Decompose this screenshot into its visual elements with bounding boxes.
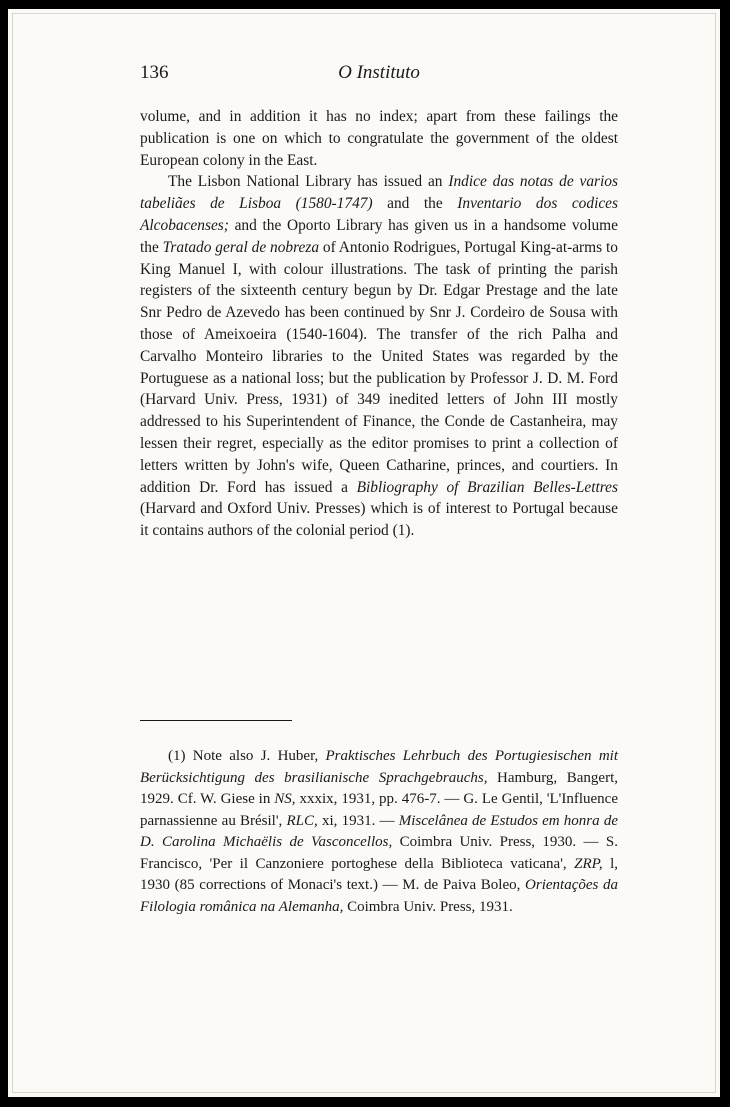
title-tratado-geral: Tratado geral de nobreza [162, 238, 320, 256]
journal-ns: NS, [274, 791, 296, 807]
text-run: xi, 1931. — [317, 812, 399, 829]
text-run: Coimbra Univ. Press, 1931. [343, 898, 513, 915]
body-text [140, 106, 618, 542]
text-run: l, 1930 (85 corrections of Monaci's text.) — M. de Paiva Boleo, [140, 855, 618, 893]
page-header [140, 62, 618, 90]
footnote [140, 746, 618, 918]
title-praktisches-lehrbuch: Praktisches Lehrbuch des Portugiesischen mit Berücksichtigung des brasilianische Sprachgebrauchs, [140, 748, 618, 786]
paragraph-1: volume, and in addition it has no index; apart from these failings the publication is one on which to congratulate the government of the oldest European colony in the East. [140, 108, 618, 169]
running-title: O Instituto [338, 62, 420, 83]
text-run: (Harvard and Oxford Univ. Presses) which is of interest to Portugal because it contains authors of the colonial period (1). [140, 500, 618, 540]
text-run: The Lisbon National Library has issued an [168, 173, 449, 191]
page-number: 136 [140, 62, 169, 83]
title-bibliography-brazilian: Bibliography of Brazilian Belles-Lettres [356, 478, 618, 496]
title-orientacoes: Orientações da Filologia românica na Alemanha, [140, 877, 618, 915]
text-run: xxxix, 1931, pp. 476-7. — G. Le Gentil, 'L'Influence parnassienne au Brésil', [140, 791, 618, 829]
journal-zrp: ZRP, [574, 855, 603, 872]
title-indice-das-notas: Indice das notas de varios tabeliães de Lisboa (1580-1747) [140, 173, 618, 213]
text-run: and the Oporto Library has given us in a handsome volume the [140, 216, 618, 256]
journal-rlc: RLC, [286, 812, 318, 829]
text-run: and the [372, 195, 458, 213]
footnote-separator [140, 720, 292, 721]
text-run: Hamburg, Bangert, 1929. Cf. W. Giese in [140, 769, 618, 807]
text-run: of Antonio Rodrigues, Portugal King-at-arms to King Manuel I, with colour illustrations. The task of printing the parish registers of the sixteenth century begun by Dr. Edgar Prestage and the late Snr Pedro de Azevedo has been continued by Snr J. Cordeiro de Sousa with those of Ameixoeira (1540-1604). The transfer of the rich Palha and Carvalho Monteiro libraries to the United States was regarded by the Portuguese as a national loss; but the publication by Professor J. D. M. Ford (Harvard Univ. Press, 1931) of 349 inedited letters of John III mostly addressed to his Superintendent of Finance, the Conde de Castanheira, may lessen their regret, especially as the editor promises to print a collection of letters written by John's wife, Queen Catharine, princes, and courtiers. In addition Dr. Ford has issued a [140, 238, 618, 496]
text-run: (1) Note also J. Huber, [168, 748, 326, 764]
title-inventario-codices: Inventario dos codices Alcobacenses; [140, 195, 618, 234]
text-run: Coimbra Univ. Press, 1930. — S. Francisco, 'Per il Canzoniere portoghese della Biblioteca vaticana', [140, 834, 618, 872]
title-miscelanea: Miscelânea de Estudos em honra de D. Carolina Michaëlis de Vasconcellos, [140, 812, 618, 850]
paragraph-2 [140, 171, 618, 542]
